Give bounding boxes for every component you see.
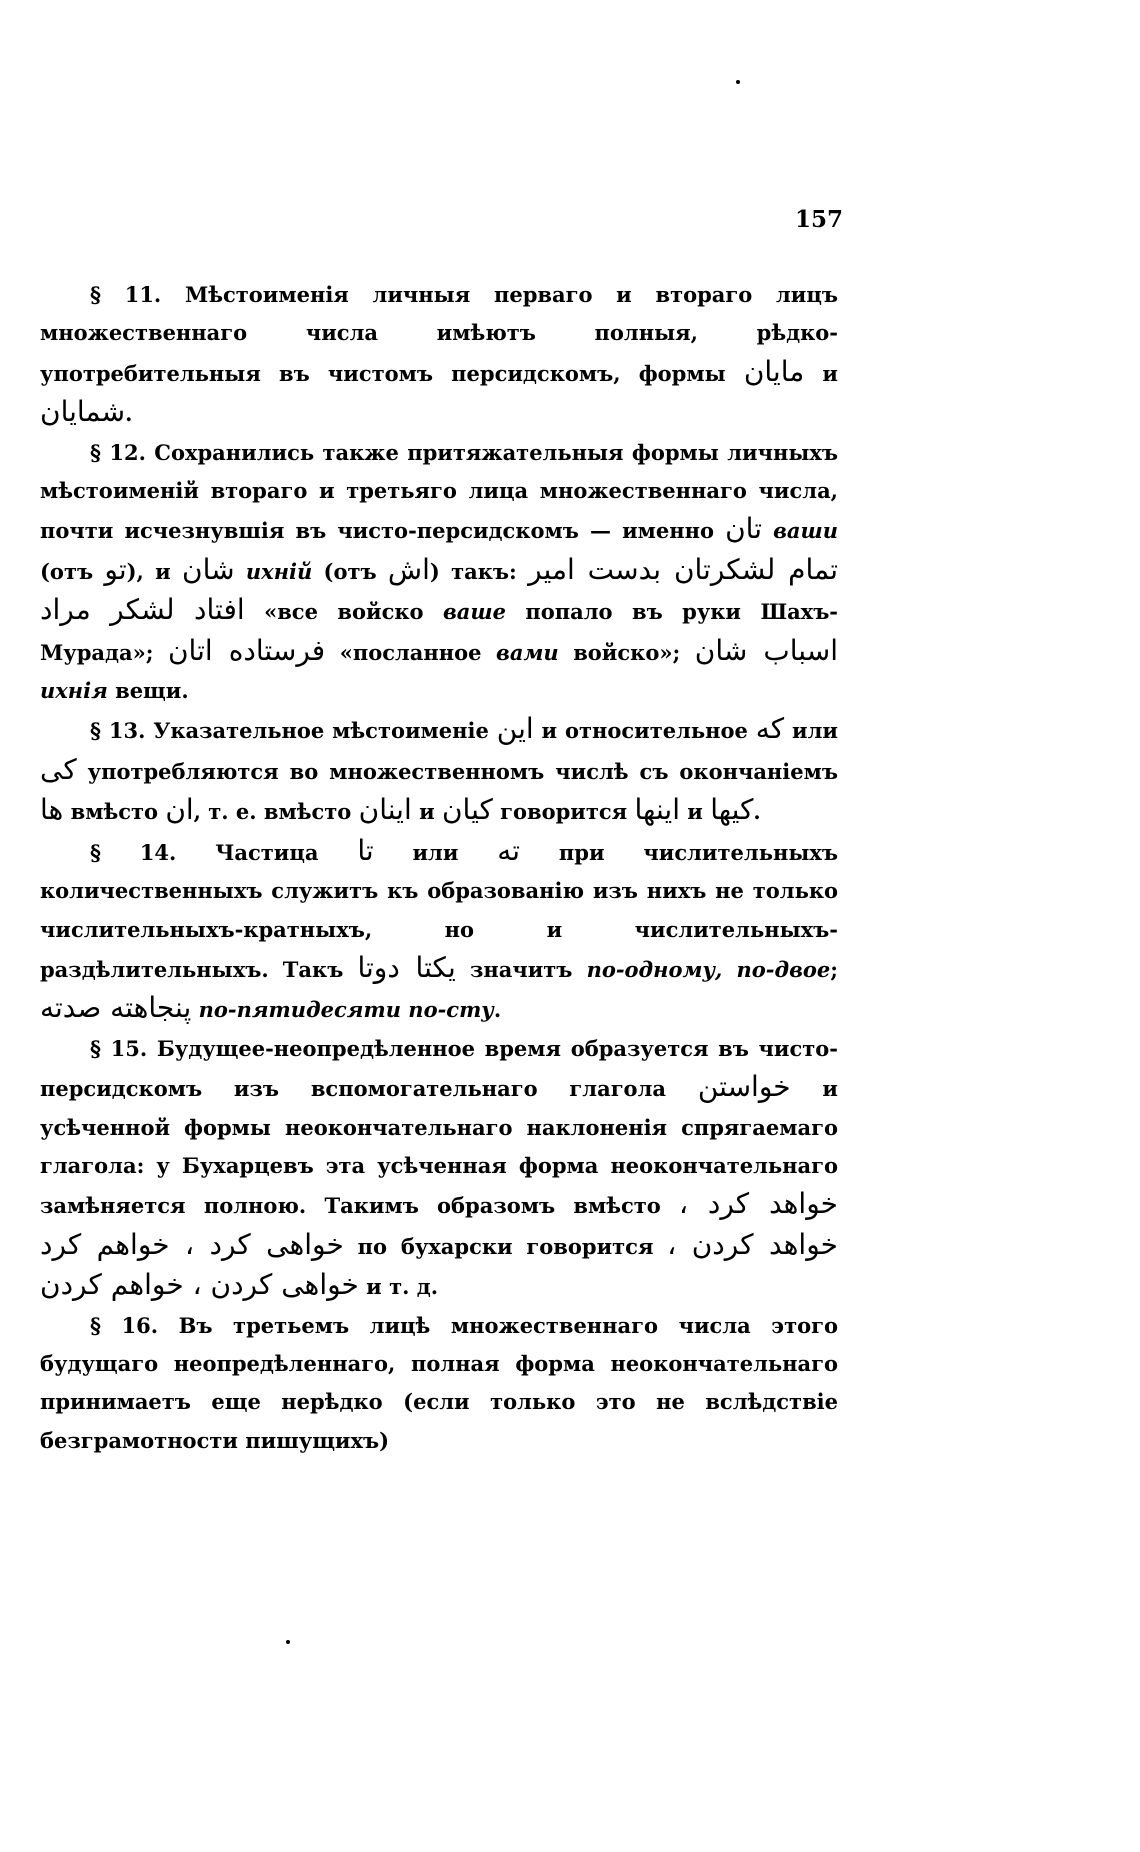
text-run: «посланное [325,639,497,665]
text-run: . [125,401,133,427]
text-run: § 14. Частица [90,839,358,865]
persian-word: كى [40,752,77,786]
text-run: войско»; [558,639,695,665]
text-run: , т. е. вмѣсто [193,799,359,825]
text-run: . [753,799,761,825]
italic-gloss: вами [496,639,559,665]
persian-word: ته [497,833,521,867]
persian-word: مايان [743,354,805,388]
persian-word: خواهد كرد ، خواهى كرد ، خواهم كرد [40,1187,838,1261]
paragraph-14 [40,832,838,1030]
persian-word: تان [725,512,762,546]
text-run [91,599,110,624]
text-run: (отъ [40,558,105,584]
persian-word: كيها [710,793,754,827]
text-run [191,997,198,1022]
paragraph-11 [40,276,838,434]
text-run: и т. д. [358,1274,439,1300]
text-run: . [493,997,502,1023]
persian-word: ان [165,793,194,827]
text-run [762,518,773,543]
page-number: 157 [795,206,844,233]
italic-gloss: ваши [773,518,838,544]
text-run: при числительныхъ количественныхъ служитъ къ образованію изъ нихъ не только числительныхъ-кратныхъ, но и числительныхъ-раздѣлительныхъ. Такъ [40,839,838,982]
text-run [175,599,194,624]
text-run: употребляются во множественномъ числѣ съ окончаніемъ [76,758,838,784]
text-run: значитъ [455,956,587,982]
text-run: и [804,360,838,386]
italic-gloss: ихнія [40,678,108,704]
persian-word: تا [357,833,374,867]
text-run: ; [830,956,838,982]
text-run: и [411,799,442,825]
persian-word: پنجاهته صدته [40,991,192,1025]
persian-word: كيان [441,793,493,827]
print-speck [286,1640,290,1644]
text-run: § 16. Въ третьемъ лицѣ множественнаго числа этого будущаго неопредѣленнаго, полная форма неокончательнаго принимаетъ еще нерѣдко (если только это не вслѣдствіе безграмотности пишущихъ) [40,1312,838,1453]
text-run: вмѣсто [63,799,166,825]
persian-word: خواهد كردن ، خواهى كردن ، خواهم كردن [40,1227,838,1302]
persian-word: اين [496,712,534,746]
paragraph-16 [40,1307,838,1461]
text-run: § 15. Будущее-неопредѣленное время образуется въ чисто-персидскомъ изъ вспомогательнаго глагола [40,1035,838,1102]
text-run: (отъ [312,558,388,584]
text-run: по бухарски говорится [343,1233,668,1259]
text-run: попало въ руки Шахъ-Мурада»; [40,599,839,665]
persian-word: شمايان [40,395,126,429]
text-run: говорится [492,799,635,825]
text-run: § 11. Мѣстоименія личныя перваго и втораго лицъ множественнаго числа имѣютъ полныя, рѣдко-употребительныя въ чистомъ персидскомъ, формы [40,282,838,386]
persian-word: شان [182,552,235,586]
text-run: или [373,839,498,865]
text-run: § 12. Сохранились также притяжательныя формы личныхъ мѣстоименій втораго и третьяго лица множественнаго числа, почти исчезнувшія въ чисто-персидскомъ — именно [40,439,838,544]
text-run: и [679,799,711,825]
persian-word: اينان [358,793,412,827]
italic-gloss: по-пятидесяти по-сту [198,997,494,1023]
persian-word: افتاد [194,593,245,627]
paragraph-15 [40,1030,838,1307]
persian-word: اينها [634,793,680,827]
text-run: «все войско [244,599,443,625]
italic-gloss: ихній [245,558,313,584]
persian-word: ها [40,793,64,827]
text-run: ), и [126,558,183,584]
text-run: ) такъ: [429,558,529,584]
persian-word: تو [104,552,127,586]
paragraph-13 [40,710,838,831]
persian-word: كه [755,712,785,746]
persian-word: لشکر [110,593,175,627]
persian-word: خواستن [697,1070,791,1104]
print-speck [736,80,740,84]
italic-gloss: по-одному, по-двое [586,956,831,982]
text-run: и усѣченной формы неокончательнаго наклоненія спрягаемаго глагола: у Бухарцевъ эта усѣченная форма неокончательнаго замѣняется полною. Такимъ образомъ вмѣсто [40,1076,838,1219]
persian-word: اسباب شان [694,633,838,667]
persian-word: اش [387,552,430,586]
persian-word: تمام لشکرتان بدست امير مراد [40,552,838,627]
paragraph-12 [40,434,838,711]
text-run: вещи. [107,678,189,704]
body-text [40,276,838,1460]
text-run: и относительное [533,718,756,744]
text-run: или [784,718,838,744]
persian-word: يكتا دوتا [357,950,456,984]
text-run: § 13. Указательное мѣстоименіе [90,718,497,744]
text-run [235,559,246,584]
persian-word: فرستاده اتان [167,633,326,667]
italic-gloss: ваше [442,599,506,625]
